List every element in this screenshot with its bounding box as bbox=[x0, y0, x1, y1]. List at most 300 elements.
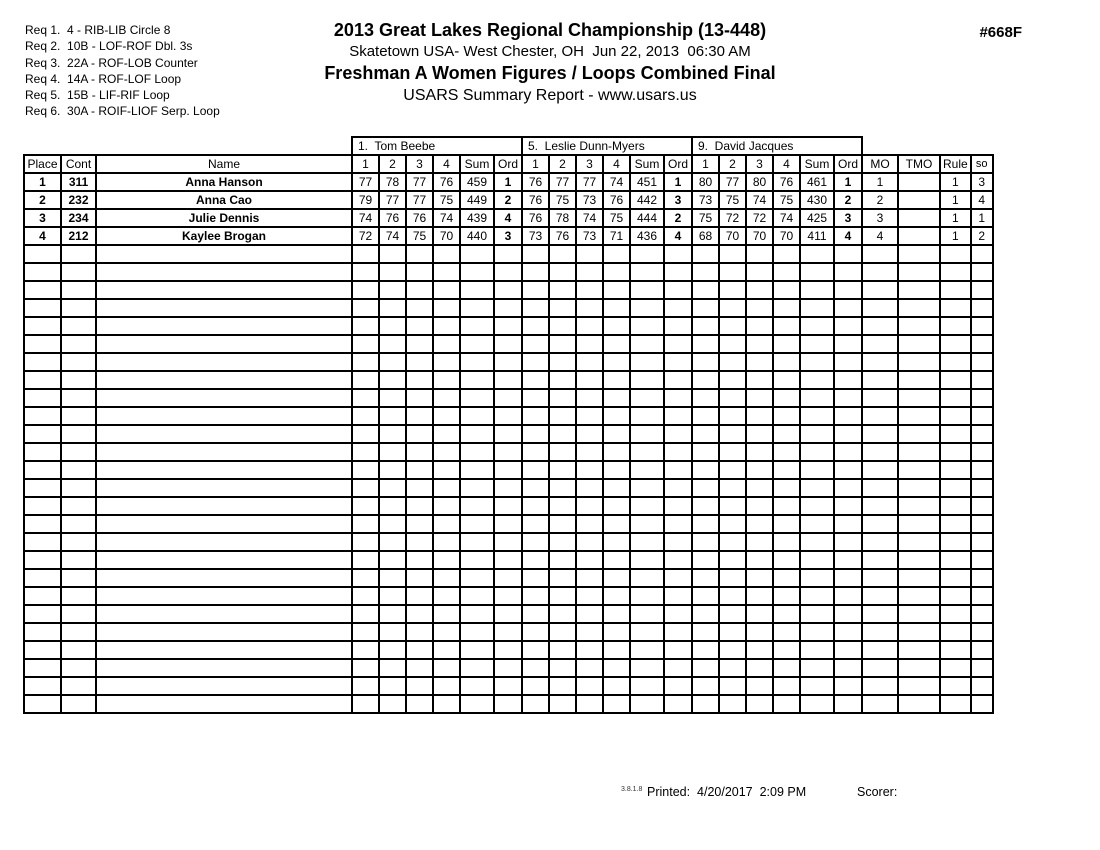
ord-cell bbox=[494, 569, 522, 587]
score-cell bbox=[522, 263, 549, 281]
cont-cell bbox=[61, 461, 96, 479]
ord-cell bbox=[664, 443, 692, 461]
score-cell: 70 bbox=[746, 227, 773, 245]
score-cell bbox=[406, 659, 433, 677]
place-cell bbox=[24, 245, 61, 263]
score-cell bbox=[433, 623, 460, 641]
sum-cell bbox=[460, 623, 494, 641]
score-cell: 74 bbox=[352, 209, 379, 227]
score-cell bbox=[379, 371, 406, 389]
place-cell bbox=[24, 587, 61, 605]
place-cell bbox=[24, 479, 61, 497]
score-cell: 74 bbox=[379, 227, 406, 245]
score-cell bbox=[406, 497, 433, 515]
championship-title: 2013 Great Lakes Regional Championship (13-448) bbox=[333, 20, 767, 40]
so-cell bbox=[971, 677, 993, 695]
score-cell bbox=[352, 443, 379, 461]
score-cell bbox=[522, 677, 549, 695]
score-cell bbox=[692, 587, 719, 605]
score-cell bbox=[692, 461, 719, 479]
name-cell bbox=[96, 281, 352, 299]
score-cell bbox=[352, 425, 379, 443]
ord-cell bbox=[494, 623, 522, 641]
score-cell bbox=[433, 443, 460, 461]
score-cell bbox=[603, 623, 630, 641]
ord-cell: 1 bbox=[834, 173, 862, 191]
place-column-header: Place bbox=[24, 155, 61, 173]
scorer-label: Scorer: bbox=[857, 785, 898, 799]
score-cell bbox=[549, 479, 576, 497]
empty-row bbox=[24, 641, 993, 659]
score-cell bbox=[522, 443, 549, 461]
score-cell: 72 bbox=[719, 209, 746, 227]
score-cell bbox=[406, 317, 433, 335]
score-cell: 76 bbox=[522, 209, 549, 227]
score-cell bbox=[352, 605, 379, 623]
mo-cell bbox=[862, 695, 898, 713]
ord-cell bbox=[494, 425, 522, 443]
score-cell bbox=[379, 425, 406, 443]
score-cell bbox=[719, 263, 746, 281]
score-cell: 70 bbox=[433, 227, 460, 245]
sum-cell bbox=[460, 353, 494, 371]
score-cell bbox=[719, 533, 746, 551]
score-cell bbox=[549, 281, 576, 299]
ord-cell bbox=[494, 335, 522, 353]
score-cell bbox=[406, 641, 433, 659]
sum-cell bbox=[630, 353, 664, 371]
name-cell bbox=[96, 461, 352, 479]
tmo-cell bbox=[898, 245, 940, 263]
score-cell bbox=[379, 569, 406, 587]
score-cell: 74 bbox=[576, 209, 603, 227]
score-cell bbox=[746, 551, 773, 569]
score-cell bbox=[406, 569, 433, 587]
score-cell bbox=[773, 623, 800, 641]
score-cell bbox=[433, 263, 460, 281]
table-row bbox=[24, 227, 993, 245]
score-cell bbox=[692, 371, 719, 389]
ord-cell bbox=[664, 389, 692, 407]
score-cell bbox=[406, 407, 433, 425]
name-cell bbox=[96, 425, 352, 443]
score-cell bbox=[746, 317, 773, 335]
score-cell bbox=[549, 425, 576, 443]
score-cell bbox=[773, 551, 800, 569]
sum-cell bbox=[800, 443, 834, 461]
score-cell bbox=[352, 281, 379, 299]
score-cell bbox=[719, 623, 746, 641]
ord-column-header: Ord bbox=[834, 155, 862, 173]
sum-cell bbox=[630, 695, 664, 713]
ord-column-header: Ord bbox=[494, 155, 522, 173]
name-column-header: Name bbox=[96, 155, 352, 173]
score-cell bbox=[433, 641, 460, 659]
score-cell bbox=[379, 641, 406, 659]
ord-cell: 4 bbox=[664, 227, 692, 245]
so-cell bbox=[971, 371, 993, 389]
score-cell bbox=[549, 353, 576, 371]
mo-cell bbox=[862, 371, 898, 389]
mo-cell bbox=[862, 281, 898, 299]
mo-cell bbox=[862, 461, 898, 479]
sum-cell bbox=[460, 533, 494, 551]
tmo-cell bbox=[898, 335, 940, 353]
score-cell bbox=[352, 659, 379, 677]
score-cell bbox=[576, 371, 603, 389]
name-cell bbox=[96, 407, 352, 425]
name-cell bbox=[96, 569, 352, 587]
place-cell bbox=[24, 317, 61, 335]
ord-cell: 3 bbox=[834, 209, 862, 227]
score-column-header: 1 bbox=[522, 155, 549, 173]
score-cell bbox=[746, 677, 773, 695]
score-cell bbox=[379, 623, 406, 641]
score-cell bbox=[522, 497, 549, 515]
score-cell bbox=[719, 551, 746, 569]
score-cell bbox=[379, 263, 406, 281]
score-cell bbox=[522, 623, 549, 641]
rule-cell bbox=[940, 587, 971, 605]
score-cell bbox=[522, 299, 549, 317]
score-cell bbox=[379, 605, 406, 623]
score-cell bbox=[773, 587, 800, 605]
score-cell bbox=[433, 335, 460, 353]
place-cell bbox=[24, 443, 61, 461]
score-cell: 76 bbox=[603, 191, 630, 209]
score-cell: 77 bbox=[352, 173, 379, 191]
score-cell: 70 bbox=[719, 227, 746, 245]
score-cell bbox=[719, 371, 746, 389]
mo-cell bbox=[862, 569, 898, 587]
place-cell bbox=[24, 659, 61, 677]
sum-cell bbox=[630, 407, 664, 425]
sum-cell bbox=[460, 587, 494, 605]
mo-column-header: MO bbox=[862, 155, 898, 173]
tmo-cell bbox=[898, 443, 940, 461]
mo-cell bbox=[862, 407, 898, 425]
score-cell: 80 bbox=[746, 173, 773, 191]
sum-cell bbox=[630, 389, 664, 407]
score-cell bbox=[576, 263, 603, 281]
mo-cell bbox=[862, 335, 898, 353]
score-cell: 76 bbox=[406, 209, 433, 227]
empty-row bbox=[24, 245, 993, 263]
score-cell bbox=[406, 299, 433, 317]
score-cell bbox=[719, 425, 746, 443]
score-cell: 73 bbox=[522, 227, 549, 245]
cont-cell bbox=[61, 641, 96, 659]
ord-cell bbox=[834, 245, 862, 263]
rule-cell: 1 bbox=[940, 191, 971, 209]
score-cell bbox=[719, 659, 746, 677]
score-cell bbox=[773, 461, 800, 479]
score-cell bbox=[773, 497, 800, 515]
place-cell bbox=[24, 569, 61, 587]
name-cell: Kaylee Brogan bbox=[96, 227, 352, 245]
ord-cell bbox=[494, 605, 522, 623]
sum-cell bbox=[630, 245, 664, 263]
ord-cell bbox=[664, 263, 692, 281]
tmo-cell bbox=[898, 551, 940, 569]
place-cell bbox=[24, 551, 61, 569]
score-cell: 77 bbox=[406, 173, 433, 191]
ord-cell bbox=[834, 551, 862, 569]
ord-cell bbox=[664, 695, 692, 713]
score-cell bbox=[746, 623, 773, 641]
score-cell bbox=[352, 317, 379, 335]
empty-row bbox=[24, 695, 993, 713]
place-cell bbox=[24, 371, 61, 389]
sum-cell bbox=[800, 677, 834, 695]
score-cell bbox=[719, 695, 746, 713]
ord-cell bbox=[494, 695, 522, 713]
score-cell bbox=[692, 317, 719, 335]
sum-cell bbox=[630, 443, 664, 461]
ord-cell bbox=[494, 371, 522, 389]
score-cell bbox=[549, 299, 576, 317]
score-cell bbox=[746, 353, 773, 371]
mo-cell bbox=[862, 443, 898, 461]
tmo-cell bbox=[898, 281, 940, 299]
tmo-cell bbox=[898, 605, 940, 623]
score-cell bbox=[603, 443, 630, 461]
empty-row bbox=[24, 659, 993, 677]
score-cell bbox=[522, 245, 549, 263]
score-cell bbox=[719, 353, 746, 371]
ord-cell: 4 bbox=[834, 227, 862, 245]
cont-cell bbox=[61, 533, 96, 551]
score-cell bbox=[746, 515, 773, 533]
sum-cell bbox=[460, 425, 494, 443]
score-cell bbox=[549, 245, 576, 263]
sum-cell bbox=[460, 263, 494, 281]
score-cell bbox=[379, 515, 406, 533]
event-title: Freshman A Women Figures / Loops Combined Final bbox=[324, 63, 776, 83]
score-column-header: 4 bbox=[773, 155, 800, 173]
rule-cell: 1 bbox=[940, 227, 971, 245]
score-cell bbox=[603, 245, 630, 263]
sum-cell: 440 bbox=[460, 227, 494, 245]
ord-cell bbox=[494, 245, 522, 263]
empty-row bbox=[24, 623, 993, 641]
ord-cell bbox=[494, 461, 522, 479]
score-cell bbox=[576, 317, 603, 335]
sum-cell bbox=[460, 641, 494, 659]
sum-cell bbox=[460, 245, 494, 263]
cont-cell: 212 bbox=[61, 227, 96, 245]
ord-cell bbox=[494, 263, 522, 281]
cont-cell: 311 bbox=[61, 173, 96, 191]
score-cell bbox=[719, 389, 746, 407]
tmo-cell bbox=[898, 497, 940, 515]
score-cell: 76 bbox=[433, 173, 460, 191]
ord-column-header: Ord bbox=[664, 155, 692, 173]
empty-row bbox=[24, 677, 993, 695]
place-cell bbox=[24, 425, 61, 443]
sum-cell: 425 bbox=[800, 209, 834, 227]
ord-cell bbox=[834, 371, 862, 389]
sum-cell bbox=[460, 407, 494, 425]
ord-cell bbox=[494, 281, 522, 299]
sum-cell bbox=[630, 659, 664, 677]
score-cell bbox=[522, 551, 549, 569]
ord-cell bbox=[494, 659, 522, 677]
rule-cell bbox=[940, 569, 971, 587]
cont-cell bbox=[61, 515, 96, 533]
table-row bbox=[24, 173, 993, 191]
tmo-cell bbox=[898, 461, 940, 479]
rule-cell bbox=[940, 515, 971, 533]
sum-cell: 459 bbox=[460, 173, 494, 191]
ord-cell bbox=[494, 515, 522, 533]
score-cell bbox=[406, 281, 433, 299]
score-cell: 72 bbox=[352, 227, 379, 245]
mo-cell: 3 bbox=[862, 209, 898, 227]
empty-row bbox=[24, 479, 993, 497]
score-cell bbox=[522, 605, 549, 623]
ord-cell bbox=[834, 335, 862, 353]
score-cell bbox=[603, 335, 630, 353]
score-cell bbox=[549, 407, 576, 425]
empty-row bbox=[24, 533, 993, 551]
score-cell: 76 bbox=[773, 173, 800, 191]
score-cell bbox=[352, 389, 379, 407]
score-cell bbox=[692, 245, 719, 263]
sum-cell bbox=[460, 461, 494, 479]
score-cell bbox=[406, 461, 433, 479]
score-cell bbox=[433, 407, 460, 425]
score-cell bbox=[773, 317, 800, 335]
tmo-cell bbox=[898, 209, 940, 227]
score-cell: 71 bbox=[603, 227, 630, 245]
name-cell bbox=[96, 515, 352, 533]
cont-cell: 232 bbox=[61, 191, 96, 209]
ord-cell bbox=[664, 407, 692, 425]
so-cell bbox=[971, 263, 993, 281]
score-cell bbox=[549, 623, 576, 641]
score-cell bbox=[692, 299, 719, 317]
score-cell bbox=[522, 317, 549, 335]
sum-cell bbox=[460, 443, 494, 461]
name-cell bbox=[96, 245, 352, 263]
ord-cell bbox=[834, 281, 862, 299]
place-cell: 3 bbox=[24, 209, 61, 227]
score-cell bbox=[746, 605, 773, 623]
score-cell: 77 bbox=[549, 173, 576, 191]
ord-cell bbox=[664, 245, 692, 263]
score-cell bbox=[406, 425, 433, 443]
score-cell: 80 bbox=[692, 173, 719, 191]
score-cell bbox=[746, 533, 773, 551]
score-cell: 74 bbox=[746, 191, 773, 209]
ord-cell bbox=[664, 587, 692, 605]
rule-cell: 1 bbox=[940, 209, 971, 227]
rule-cell bbox=[940, 497, 971, 515]
score-cell bbox=[433, 695, 460, 713]
so-cell bbox=[971, 353, 993, 371]
cont-column-header: Cont bbox=[61, 155, 96, 173]
score-cell bbox=[522, 389, 549, 407]
mo-cell bbox=[862, 515, 898, 533]
tmo-cell bbox=[898, 425, 940, 443]
score-cell bbox=[406, 695, 433, 713]
cont-cell bbox=[61, 389, 96, 407]
sum-cell bbox=[630, 299, 664, 317]
score-cell bbox=[719, 335, 746, 353]
cont-cell bbox=[61, 443, 96, 461]
ord-cell bbox=[494, 407, 522, 425]
score-cell bbox=[549, 317, 576, 335]
score-cell bbox=[603, 389, 630, 407]
so-cell bbox=[971, 335, 993, 353]
score-cell bbox=[522, 425, 549, 443]
sum-cell bbox=[460, 515, 494, 533]
score-cell bbox=[773, 371, 800, 389]
mo-cell bbox=[862, 641, 898, 659]
place-cell bbox=[24, 515, 61, 533]
score-cell bbox=[719, 641, 746, 659]
ord-cell bbox=[664, 371, 692, 389]
score-cell bbox=[576, 641, 603, 659]
cont-cell bbox=[61, 569, 96, 587]
score-column-header: 3 bbox=[746, 155, 773, 173]
score-cell bbox=[352, 641, 379, 659]
tmo-cell bbox=[898, 533, 940, 551]
so-cell: 1 bbox=[971, 209, 993, 227]
name-cell bbox=[96, 533, 352, 551]
score-cell bbox=[603, 677, 630, 695]
score-cell bbox=[746, 407, 773, 425]
score-cell bbox=[406, 443, 433, 461]
sum-cell bbox=[630, 263, 664, 281]
score-cell bbox=[379, 317, 406, 335]
score-cell bbox=[692, 407, 719, 425]
score-cell bbox=[352, 695, 379, 713]
place-cell bbox=[24, 407, 61, 425]
cont-cell bbox=[61, 407, 96, 425]
score-cell bbox=[692, 281, 719, 299]
score-cell bbox=[576, 587, 603, 605]
place-cell bbox=[24, 299, 61, 317]
score-cell bbox=[379, 443, 406, 461]
score-cell bbox=[522, 641, 549, 659]
score-cell bbox=[576, 281, 603, 299]
score-cell bbox=[522, 461, 549, 479]
sum-cell bbox=[630, 641, 664, 659]
sum-cell bbox=[630, 623, 664, 641]
requirement-line: Req 1. 4 - RIB-LIB Circle 8 bbox=[25, 23, 171, 37]
mo-cell bbox=[862, 245, 898, 263]
score-cell bbox=[433, 533, 460, 551]
tmo-cell bbox=[898, 479, 940, 497]
ord-cell: 2 bbox=[834, 191, 862, 209]
place-cell: 4 bbox=[24, 227, 61, 245]
name-cell bbox=[96, 317, 352, 335]
place-cell bbox=[24, 497, 61, 515]
ord-cell bbox=[494, 677, 522, 695]
score-cell bbox=[576, 425, 603, 443]
sum-cell bbox=[800, 605, 834, 623]
sum-cell bbox=[800, 353, 834, 371]
ord-cell bbox=[834, 569, 862, 587]
cont-cell bbox=[61, 281, 96, 299]
score-cell bbox=[603, 299, 630, 317]
empty-row bbox=[24, 515, 993, 533]
score-cell bbox=[719, 497, 746, 515]
ord-cell bbox=[494, 353, 522, 371]
name-cell bbox=[96, 623, 352, 641]
